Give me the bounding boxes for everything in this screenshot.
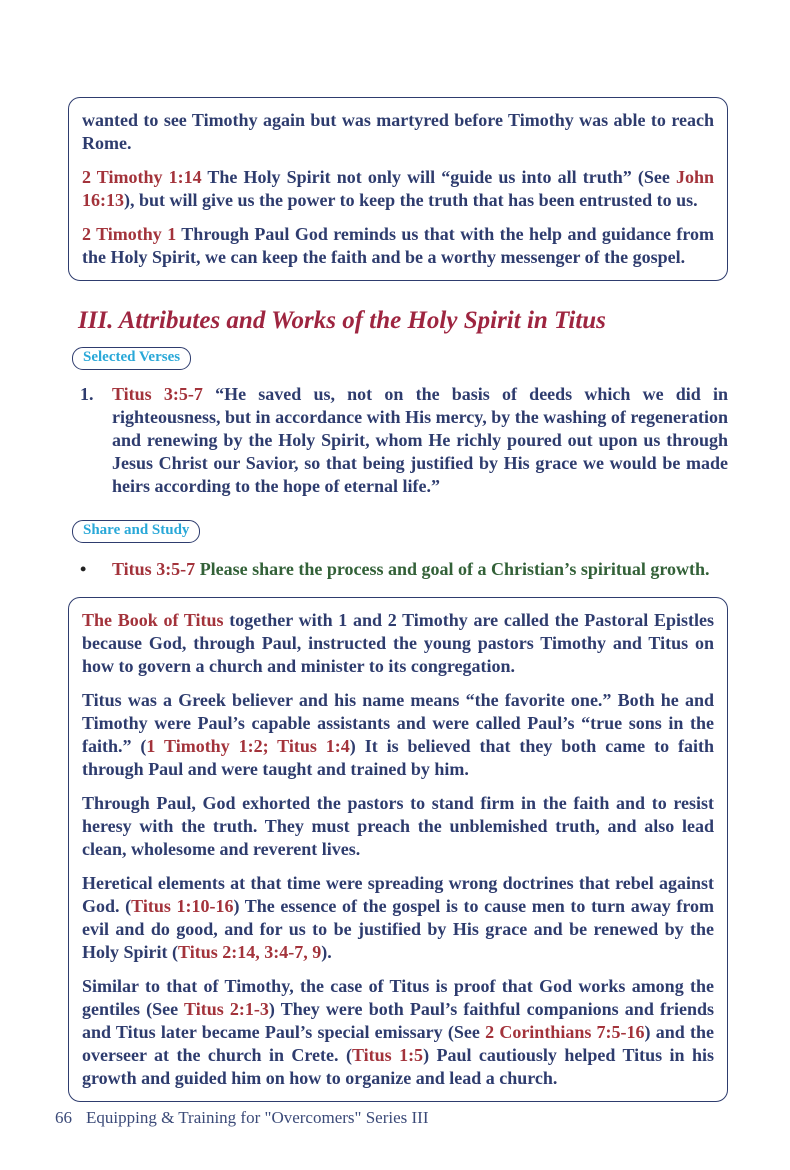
- text-segment: Heretical elements at that time were spreading wrong doctrines that rebel against God. (: [82, 873, 714, 916]
- text-segment: Similar to that of Timothy, the case of Titus is proof that God works among the gentiles (See: [82, 976, 714, 1019]
- section-heading: III. Attributes and Works of the Holy Spirit in Titus: [78, 307, 606, 334]
- paragraph: [82, 109, 714, 155]
- text-segment: ) The essence of the gospel is to cause men to turn away from evil and do good, and for us to be justified by His grace and be renewed by the Holy Spirit (: [82, 896, 714, 962]
- text-segment: ), but will give us the power to keep the truth that has been entrusted to us.: [124, 190, 698, 210]
- text-segment: 2 Timothy 1:14: [82, 167, 208, 187]
- verse-reference: Titus 3:5-7: [112, 384, 216, 404]
- titus-background-box: [68, 597, 728, 1102]
- bullet-icon: •: [80, 559, 87, 579]
- item-number: 1.: [80, 384, 94, 404]
- paragraph: [82, 223, 714, 269]
- paragraph: [82, 166, 714, 212]
- paragraph: [82, 975, 714, 1090]
- study-question-item: [80, 558, 728, 581]
- text-segment: The Holy Spirit not only will “guide us into all truth” (See: [207, 167, 676, 187]
- paragraph: [82, 872, 714, 964]
- page-number: 66: [55, 1108, 72, 1127]
- text-segment: Through Paul God reminds us that with the help and guidance from the Holy Spirit, we can keep the faith and be a worthy messenger of the gospel.: [82, 224, 715, 267]
- question-text: Please share the process and goal of a Christian’s spiritual growth.: [199, 559, 710, 579]
- text-segment: Titus 1:5: [351, 1045, 424, 1065]
- text-segment: Titus 1:10-16: [131, 896, 234, 916]
- study-question-text: [112, 558, 728, 581]
- text-segment: 2 Timothy 1: [82, 224, 182, 244]
- paragraph: [82, 792, 714, 861]
- text-segment: ) and the overseer at the church in Crete. (: [82, 1022, 714, 1065]
- text-segment: ) Paul cautiously helped Titus in his growth and guided him on how to organize and lead a church.: [82, 1045, 714, 1088]
- text-segment: wanted to see Timothy again but was martyred before Timothy was able to reach Rome.: [82, 110, 714, 153]
- timothy-summary-box: [68, 97, 728, 281]
- text-segment: 1 Timothy 1:2; Titus 1:4: [146, 736, 350, 756]
- text-segment: together with 1 and 2 Timothy are called the Pastoral Epistles because God, through Paul, instructed the young pastors Timothy and Titus on how to govern a church and minister to its congregation.: [82, 610, 714, 676]
- share-and-study-badge: Share and Study: [72, 520, 200, 543]
- text-segment: 2 Corinthians 7:5-16: [485, 1022, 645, 1042]
- paragraph: [82, 609, 714, 678]
- selected-verses-badge: Selected Verses: [72, 347, 191, 370]
- text-segment: John 16:13: [82, 167, 714, 210]
- text-segment: ) They were both Paul’s faithful companions and friends and Titus later became Paul’s special emissary (See: [82, 999, 715, 1042]
- text-segment: ).: [321, 942, 332, 962]
- book-title: Equipping & Training for "Overcomers" Series III: [86, 1108, 429, 1127]
- verse-quote: “He saved us, not on the basis of deeds which we did in righteousness, but in accordance with His mercy, by the washing of regeneration and renewing by the Holy Spirit, whom He richly poured out upon us through Jesus Christ our Savior, so that being justified by His grace we would be made heirs according to the hope of eternal life.”: [112, 384, 728, 496]
- text-segment: Titus was a Greek believer and his name means “the favorite one.” Both he and Timothy were Paul’s capable assistants and were called Paul’s “true sons in the faith.” (: [82, 690, 714, 756]
- text-segment: ) It is believed that they both came to faith through Paul and were taught and trained by him.: [82, 736, 714, 779]
- text-segment: The Book of Titus: [82, 610, 230, 630]
- page-footer: [55, 1108, 429, 1128]
- verse-text: [112, 383, 728, 498]
- text-segment: Titus 2:1-3: [184, 999, 269, 1019]
- question-reference: Titus 3:5-7: [112, 559, 200, 579]
- text-segment: Through Paul, God exhorted the pastors to stand firm in the faith and to resist heresy with the truth. They must preach the unblemished truth, and also lead clean, wholesome and reverent lives.: [82, 793, 714, 859]
- text-segment: Titus 2:14, 3:4-7, 9: [178, 942, 322, 962]
- paragraph: [82, 689, 714, 781]
- numbered-verse-item: [80, 383, 728, 498]
